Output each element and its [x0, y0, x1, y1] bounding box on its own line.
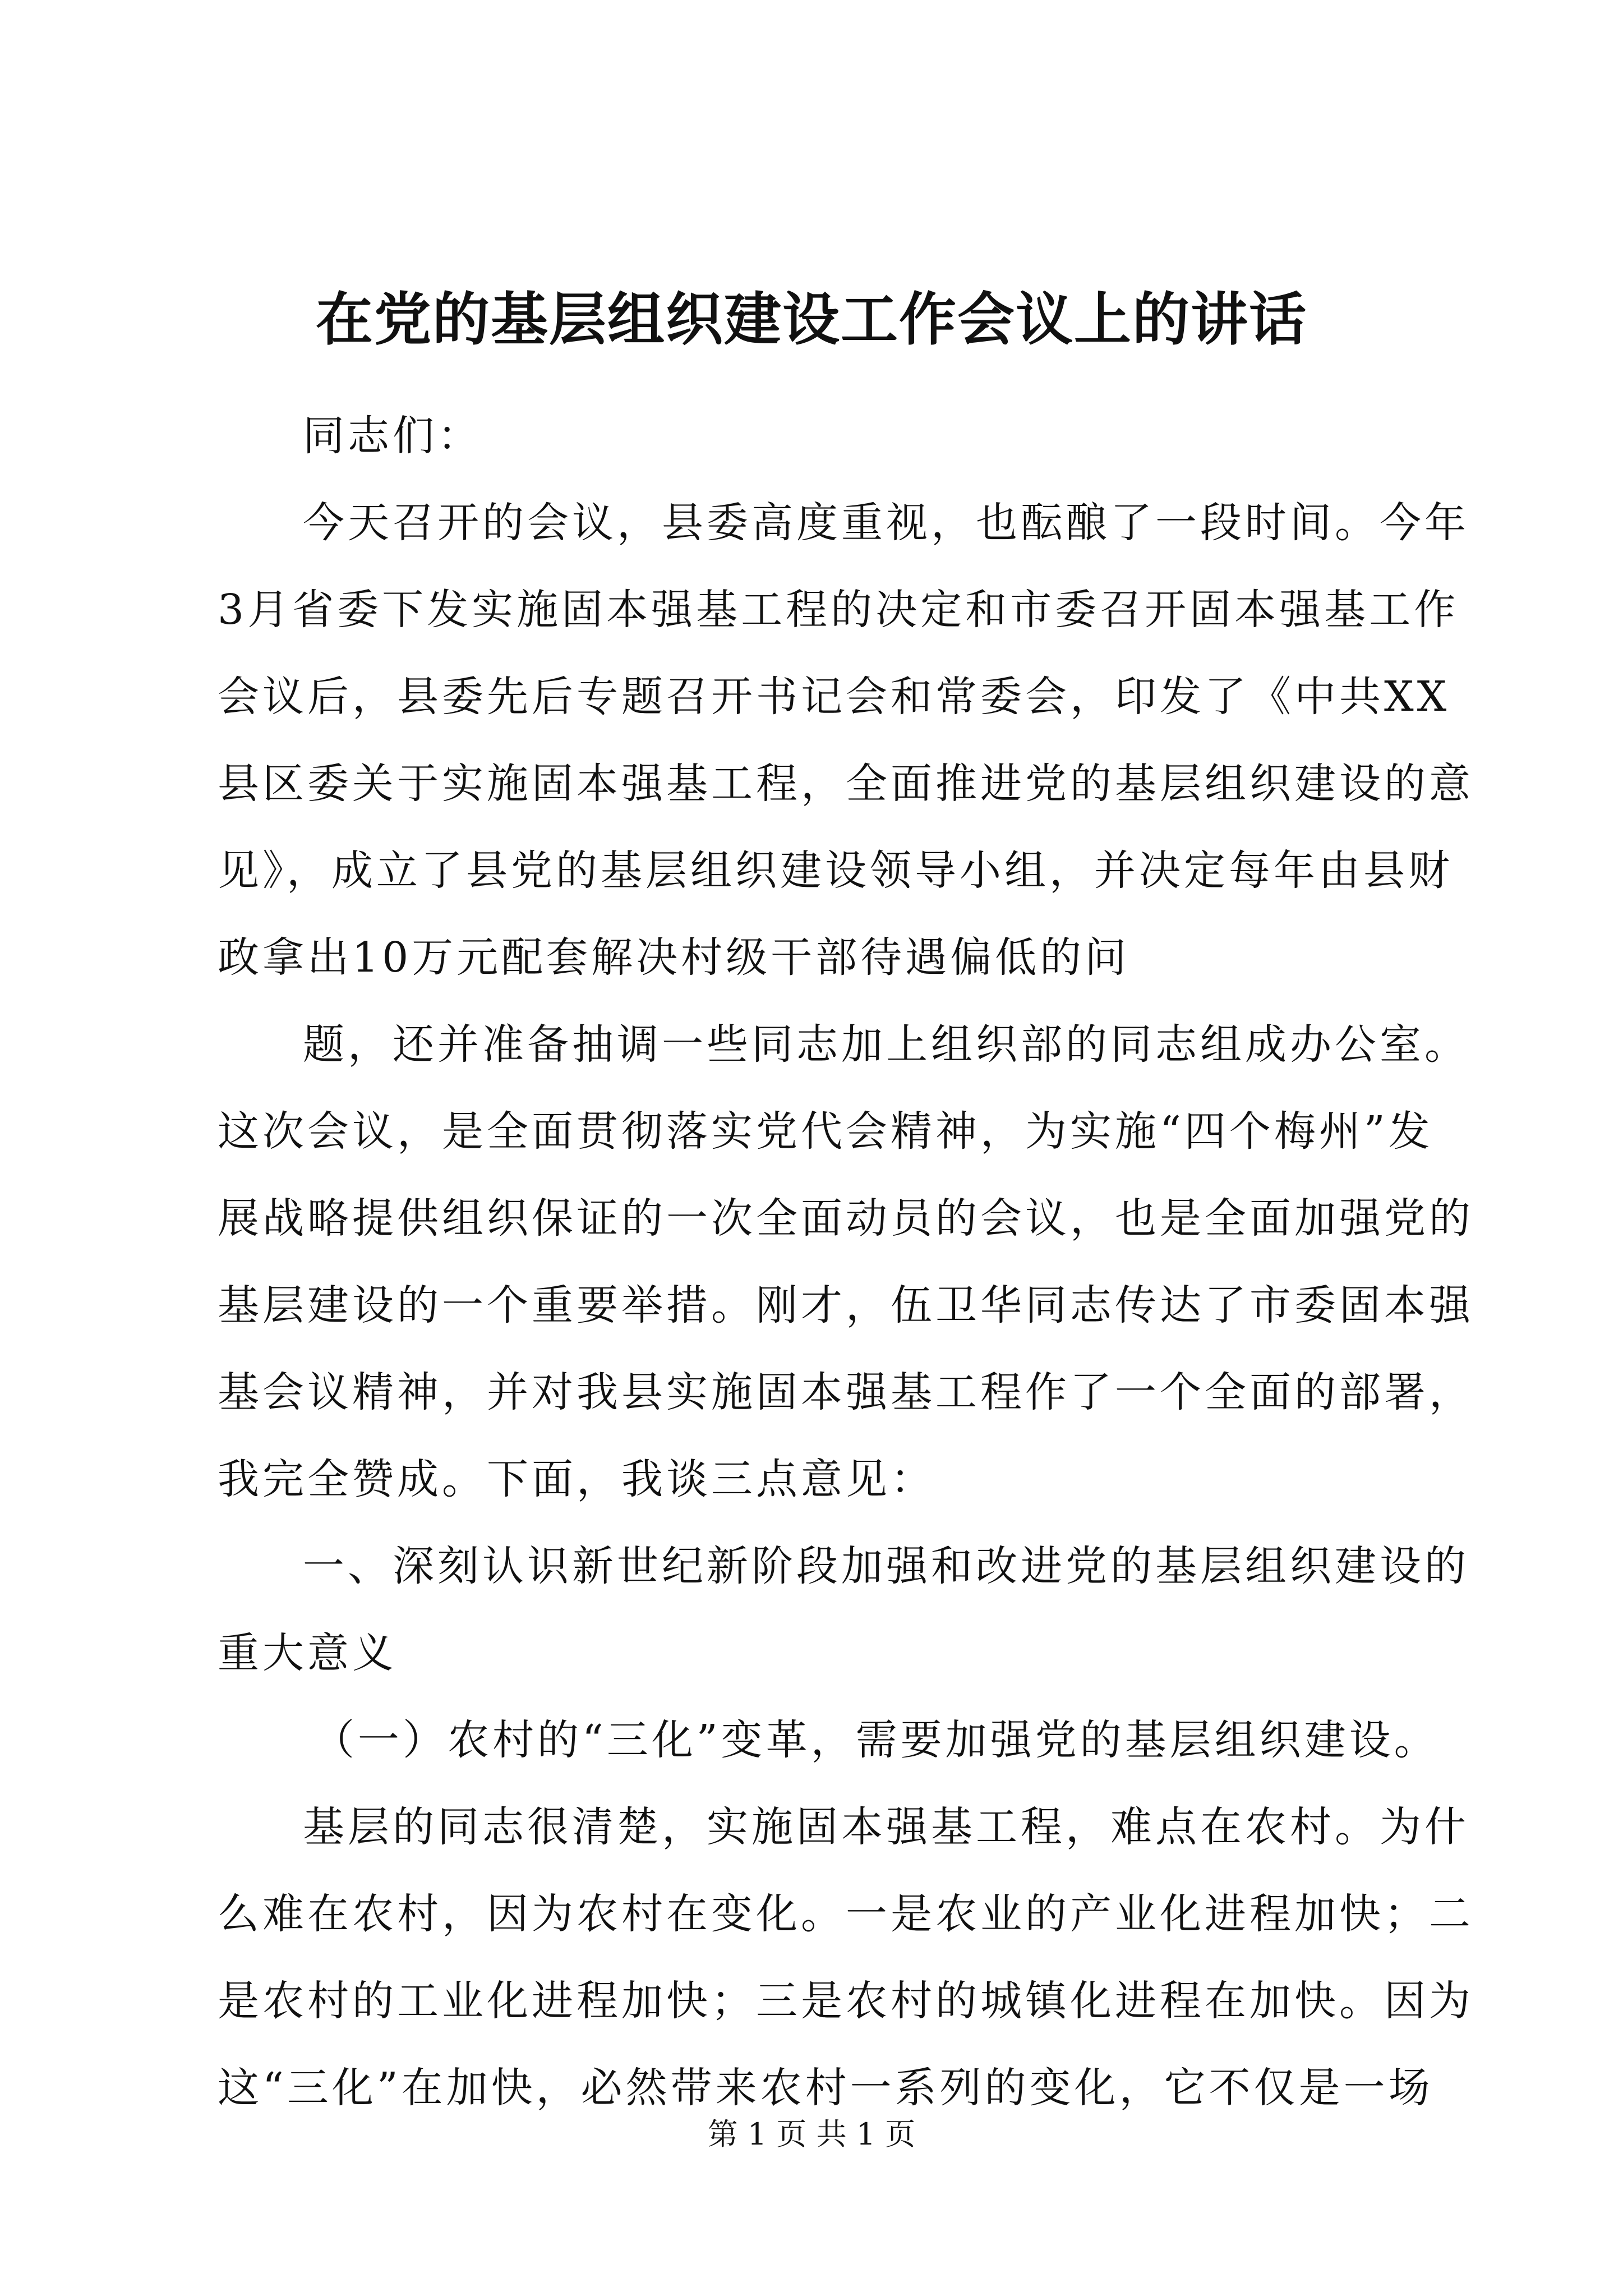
paragraph-line: 这次会议，是全面贯彻落实党代会精神，为实施“四个梅州”发 [218, 1107, 1433, 1156]
salutation-line: 同志们： [303, 412, 482, 460]
paragraph-line: 见》，成立了县党的基层组织建设领导小组，并决定每年由县财 [218, 846, 1453, 895]
paragraph-line: 这“三化”在加快，必然带来农村一系列的变化，它不仅是一场 [218, 2064, 1433, 2112]
paragraph-line: 今天召开的会议，县委高度重视，也酝酿了一段时间。今年 [303, 499, 1469, 547]
paragraph-line: 么难在农村，因为农村在变化。一是农业的产业化进程加快；二 [218, 1890, 1474, 1938]
document-title: 在党的基层组织建设工作会议上的讲话 [316, 286, 1307, 353]
document-body [218, 393, 1474, 2132]
paragraph-line: 县区委关于实施固本强基工程，全面推进党的基层组织建设的意 [218, 760, 1474, 808]
subsection-heading-line: （一）农村的“三化”变革，需要加强党的基层组织建设。 [313, 1716, 1439, 1764]
paragraph-line: 是农村的工业化进程加快；三是农村的城镇化进程在加快。因为 [218, 1977, 1474, 2025]
paragraph-line: 基会议精神，并对我县实施固本强基工程作了一个全面的部署， [218, 1368, 1474, 1416]
paragraph-line: 题，还并准备抽调一些同志加上组织部的同志组成办公室。 [303, 1020, 1469, 1069]
section-heading-line: 重大意义 [218, 1629, 397, 1677]
paragraph-line: 基层建设的一个重要举措。刚才，伍卫华同志传达了市委固本强 [218, 1281, 1474, 1329]
paragraph-line: 政拿出10万元配套解决村级干部待遇偏低的问 [218, 933, 1130, 982]
paragraph-line: 基层的同志很清楚，实施固本强基工程，难点在农村。为什 [303, 1803, 1469, 1851]
paragraph-line: 展战略提供组织保证的一次全面动员的会议，也是全面加强党的 [218, 1194, 1474, 1243]
paragraph-line: 我完全赞成。下面，我谈三点意见： [218, 1455, 935, 1503]
section-heading-line: 一、深刻认识新世纪新阶段加强和改进党的基层组织建设的 [303, 1542, 1469, 1590]
paragraph-line: 3月省委下发实施固本强基工程的决定和市委召开固本强基工作 [218, 586, 1459, 634]
paragraph-line: 会议后，县委先后专题召开书记会和常委会，印发了《中共XX [218, 673, 1450, 721]
page-footer: 第 1 页 共 1 页 [707, 2116, 916, 2152]
